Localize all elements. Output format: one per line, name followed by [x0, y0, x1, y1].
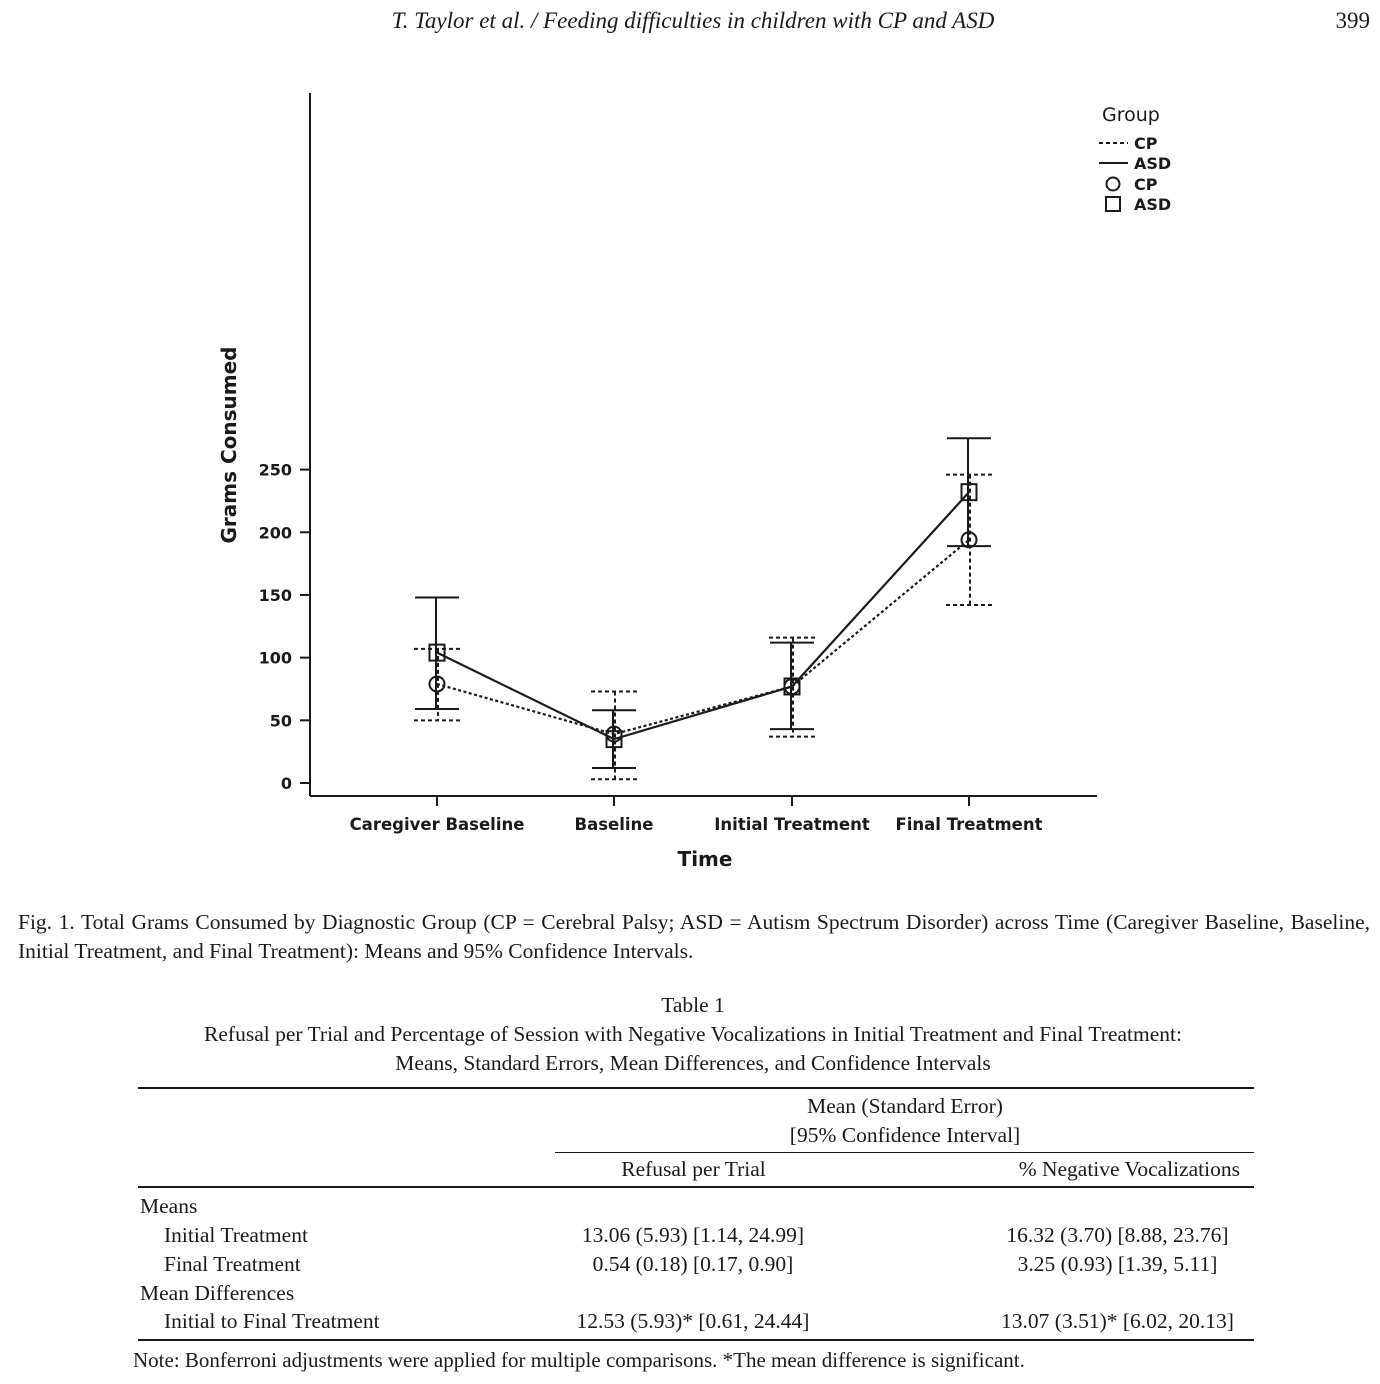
y-tick-label: 50	[269, 711, 292, 731]
asd-series-line	[437, 492, 969, 739]
y-axis-title: Grams Consumed	[217, 346, 241, 544]
table-label: Table 1	[661, 993, 725, 1017]
y-tick-label: 100	[258, 648, 292, 668]
legend-square-asd-swatch	[1106, 197, 1120, 211]
table-spanner-line2: [95% Confidence Interval]	[789, 1123, 1021, 1147]
y-tick-label: 150	[258, 585, 292, 605]
table-spanner-rule	[555, 1152, 1254, 1153]
legend-title: Group	[1102, 104, 1160, 126]
y-tick-label: 250	[258, 460, 292, 480]
legend-entry-label: ASD	[1134, 154, 1172, 173]
table-title-line1: Refusal per Trial and Percentage of Session with Negative Vocalizations in Initial Treatment and Final Treatment:	[204, 1022, 1182, 1046]
table-spanner-line1: Mean (Standard Error)	[807, 1094, 1003, 1118]
cell-vocal-difference: 13.07 (3.51)* [6.02, 20.13]	[1001, 1309, 1234, 1333]
row-label-difference: Initial to Final Treatment	[164, 1309, 380, 1333]
page-number: 399	[1335, 8, 1370, 33]
cell-refusal-final: 0.54 (0.18) [0.17, 0.90]	[592, 1252, 794, 1276]
figure-caption: Fig. 1. Total Grams Consumed by Diagnostic Group (CP = Cerebral Palsy; ASD = Autism Spectrum Disorder) across Time (Caregiver Baseline, Baseline, Initial Treatment, and Final Treatment): Means and 95% Confidence Intervals.	[18, 910, 1370, 963]
column-header-vocalizations: % Negative Vocalizations	[1018, 1157, 1240, 1181]
table-header-rule	[138, 1186, 1254, 1188]
running-title: T. Taylor et al. / Feeding difficulties in children with CP and ASD	[391, 8, 995, 33]
x-tick-label: Caregiver Baseline	[349, 815, 525, 834]
column-header-refusal: Refusal per Trial	[621, 1157, 766, 1181]
cell-refusal-initial: 13.06 (5.93) [1.14, 24.99]	[581, 1223, 805, 1247]
row-label-final: Final Treatment	[164, 1252, 301, 1276]
legend-circle-cp-swatch	[1107, 178, 1120, 191]
chart-legend	[1099, 104, 1171, 214]
table-title-line2: Means, Standard Errors, Mean Differences, and Confidence Intervals	[395, 1051, 991, 1075]
section-means: Means	[140, 1194, 198, 1218]
row-label-initial: Initial Treatment	[164, 1223, 308, 1247]
cell-refusal-difference: 12.53 (5.93)* [0.61, 24.44]	[576, 1309, 810, 1333]
x-tick-label: Baseline	[574, 815, 654, 834]
legend-entry-label: ASD	[1134, 195, 1172, 214]
table-top-rule	[138, 1087, 1254, 1089]
cell-vocal-initial: 16.32 (3.70) [8.88, 23.76]	[1006, 1223, 1229, 1247]
section-mean-differences: Mean Differences	[140, 1281, 295, 1305]
chart-axes	[217, 93, 1097, 871]
x-tick-label: Initial Treatment	[714, 815, 870, 834]
cell-vocal-final: 3.25 (0.93) [1.39, 5.11]	[1017, 1252, 1218, 1276]
legend-entry-label: CP	[1134, 134, 1158, 153]
y-tick-label: 0	[280, 774, 292, 793]
table-bottom-rule	[138, 1339, 1254, 1341]
x-axis-title: Time	[677, 847, 733, 871]
legend-entry-label: CP	[1134, 175, 1158, 194]
chart-series	[414, 438, 992, 779]
y-tick-label: 200	[258, 523, 292, 543]
table-note: Note: Bonferroni adjustments were applied for multiple comparisons. *The mean difference is significant.	[133, 1348, 1025, 1372]
x-tick-label: Final Treatment	[895, 815, 1043, 834]
cp-series-line	[437, 540, 969, 734]
